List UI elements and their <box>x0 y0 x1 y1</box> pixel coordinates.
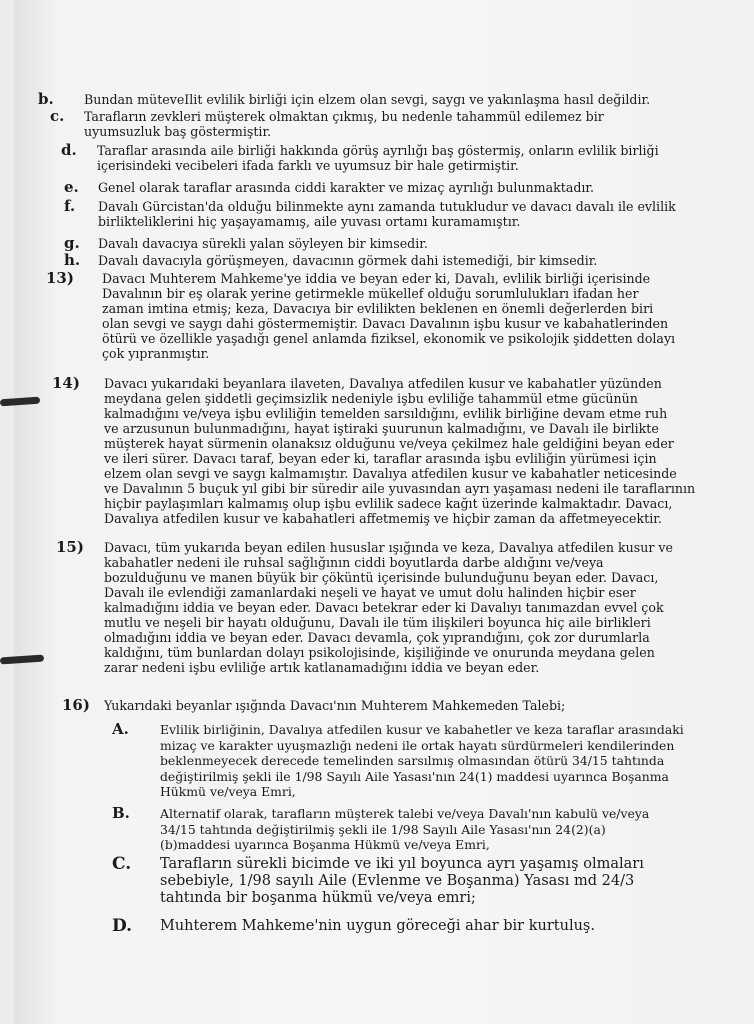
text-line: birlikteliklerini hiç yaşayamamış, aile yuvası ortamı kuramamıştır. <box>98 214 521 229</box>
text-line: elzem olan sevgi ve saygı kalmamıştır. Davalıya atfedilen kusur ve kabahatler neticesinde <box>104 466 677 481</box>
item-text <box>98 199 681 229</box>
text-line: 34/15 tahtında değiştirilmiş şekli ile 1/98 Sayılı Aile Yasası'nın 24(2)(a) <box>160 821 606 837</box>
item-label: h. <box>64 251 81 269</box>
item-text <box>98 236 658 251</box>
text-line: Genel olarak taraflar arasında ciddi karakter ve mizaç ayrılığı bulunmaktadır. <box>98 180 595 195</box>
text-line: Davalıya atfedilen kusur ve kabahatleri affetmemiş ve hiçbir zaman da affetmeyecektir. <box>104 511 662 526</box>
text-line: Davalı Gürcistan'da olduğu bilinmekte aynı zamanda tutukludur ve davacı davalı ile evlilik <box>98 199 676 214</box>
text-line: Yukarıdaki beyanlar ışığında Davacı'nın Muhterem Mahkemeden Talebi; <box>104 698 566 713</box>
paragraph-text <box>104 698 664 713</box>
text-line: Taraflar arasında aile birliği hakkında görüş ayrılığı baş göstermiş, onların evlilik birliği <box>97 143 659 158</box>
paragraph-text <box>104 376 696 526</box>
text-line: ve arzusunun bulunmadığını, hayat iştiraki şuurunun kalmadığını, ve Davalı ile birlikte <box>104 421 659 436</box>
item-label: c. <box>50 107 65 125</box>
item-text <box>97 143 682 173</box>
paragraph-text <box>104 540 684 675</box>
text-line: olmadığını iddia ve beyan eder. Davacı devamla, çok yıprandığını, çok zor durumlarla <box>104 630 650 645</box>
text-line: değiştirilmiş şekli ile 1/98 Sayılı Aile Yasası'nın 24(1) maddesi uyarınca Boşanma <box>160 768 669 784</box>
text-line: Muhterem Mahkeme'nin uygun göreceği ahar bir kurtuluş. <box>160 918 595 934</box>
paragraph-number: 14) <box>52 374 80 392</box>
text-line: zaman imtina etmiş; keza, Davacıya bir evlilikten beklenen en önemli değerlerden biri <box>102 301 654 316</box>
text-line: kabahatler nedeni ile ruhsal sağlığının ciddi boyutlarda darbe aldığını ve/veya <box>104 555 604 570</box>
text-line: kaldığını, tüm bunlardan dolayı psikolojisinde, kişiliğinde ve onurunda meydana gelen <box>104 645 655 660</box>
request-label: D. <box>112 916 133 936</box>
text-line: Davalı davacıya sürekli yalan söyleyen bir kimsedir. <box>98 236 428 251</box>
item-label: g. <box>64 234 80 252</box>
text-line: mizaç ve karakter uyuşmazlığı nedeni ile ortak hayatı sürdürmeleri kendilerinden <box>160 737 675 753</box>
paragraph-number: 15) <box>56 538 84 556</box>
item-label: e. <box>64 178 79 196</box>
text-line: Davalının bir eş olarak yerine getirmekle mükellef olduğu sorumlulukları ifadan her <box>102 286 639 301</box>
text-line: Tarafların sürekli bicimde ve iki yıl boyunca ayrı yaşamış olmaları <box>160 856 644 872</box>
paragraph-text <box>102 271 682 361</box>
text-line: (b)maddesi uyarınca Boşanma Hükmü ve/veya Emri, <box>160 837 490 852</box>
text-line: sebebiyle, 1/98 sayılı Aile (Evlenme ve Boşanma) Yasası md 24/3 <box>160 873 635 889</box>
text-line: meydana gelen şiddetli geçimsizlik nedeniyle işbu evliliğe tahammül etme gücünün <box>104 391 638 406</box>
item-text <box>98 253 658 268</box>
text-line: olan sevgi ve saygı dahi göstermemiştir. Davacı Davalının işbu kusur ve kabahatlerinden <box>102 316 669 331</box>
text-line: mutlu ve neşeli bir hayatı olduğunu, Davalı ile tüm ilişkileri boyunca hiç aile birlikleri <box>104 615 651 630</box>
text-line: Davalı davacıyla görüşmeyen, davacının görmek dahi istemediği, bir kimsedir. <box>98 253 598 268</box>
text-line: bozulduğunu ve manen büyük bir çöküntü içerisinde bulunduğunu beyan eder. Davacı, <box>104 570 659 585</box>
text-line: kalmadığını iddia ve beyan eder. Davacı betekrar eder ki Davalıyı tanımazdan evvel çok <box>104 600 664 615</box>
text-line: tahtında bir boşanma hükmü ve/veya emri; <box>160 890 476 906</box>
text-line: müşterek hayat sürmenin olanaksız olduğunu ve/veya çekilmez hale geldiğini beyan eder <box>104 436 674 451</box>
request-text <box>160 918 680 935</box>
text-line: ötürü ve özellikle yaşadığı genel anlamda fiziksel, ekonomik ve psikolojik şiddetten dolayı <box>102 331 676 346</box>
item-label: f. <box>64 197 76 215</box>
text-line: Tarafların zevkleri müşterek olmaktan çıkmış, bu nedenle tahammül edilemez bir <box>84 109 604 124</box>
text-line: Davalı ile evlendiği zamanlardaki neşeli ve hayat ve umut dolu halinden hiçbir eser <box>104 585 636 600</box>
text-line: zarar nedeni işbu evliliğe artık katlanamadığını iddia ve beyan eder. <box>104 660 540 675</box>
request-text <box>160 722 688 800</box>
text-line: hiçbir paylaşımları kalmamış olup işbu evlilik sadece kağıt üzerinde kalmaktadır. Davacı, <box>104 496 673 511</box>
item-label: d. <box>61 141 77 159</box>
text-line: beklenmeyecek derecede temelinden sarsılmış olmasından ötürü 34/15 tahtında <box>160 753 665 768</box>
text-line: Davacı yukarıdaki beyanlara ilaveten, Davalıya atfedilen kusur ve kabahatler yüzünden <box>104 376 662 391</box>
request-label: A. <box>112 720 129 738</box>
item-text <box>98 180 678 195</box>
paragraph-number: 16) <box>62 696 90 714</box>
text-line: ve ileri sürer. Davacı taraf, beyan eder ki, taraflar arasında işbu evliliğin yürümesi için <box>104 451 657 466</box>
text-line: ve Davalının 5 buçuk yıl gibi bir süredir aile yuvasından ayrı yaşaması nedeni ile taraflarının <box>104 481 696 496</box>
request-label: C. <box>112 854 132 874</box>
text-line: Alternatif olarak, tarafların müşterek talebi ve/veya Davalı'nın kabulü ve/veya <box>160 806 650 821</box>
item-text <box>84 109 679 139</box>
text-line: Davacı, tüm yukarıda beyan edilen hususlar ışığında ve keza, Davalıya atfedilen kusur ve <box>104 540 673 555</box>
paragraph-number: 13) <box>46 269 74 287</box>
text-line: kalmadığını ve/veya işbu evliliğin temelden sarsıldığını, evlilik birliğine devam etme ruh <box>104 406 668 421</box>
text-line: Hükmü ve/veya Emri, <box>160 784 296 799</box>
item-label: b. <box>38 90 54 108</box>
text-line: içerisindeki vecibeleri ifada farklı ve uyumsuz bir hale getirmiştir. <box>97 158 519 173</box>
text-line: çok yıpranmıştır. <box>102 346 210 361</box>
text-line: uyumsuzluk baş göstermiştir. <box>84 124 272 139</box>
text-line: Evlilik birliğinin, Davalıya atfedilen kusur ve kabahetler ve keza taraflar arasındaki <box>160 722 684 737</box>
request-label: B. <box>112 804 130 822</box>
text-line: Davacı Muhterem Mahkeme'ye iddia ve beyan eder ki, Davalı, evlilik birliği içerisinde <box>102 271 651 286</box>
request-text <box>160 856 680 907</box>
request-text <box>160 806 688 853</box>
text-line: Bundan müteveIlit evlilik birliği için elzem olan sevgi, saygı ve yakınlaşma hasıl değildir. <box>84 92 651 107</box>
item-text <box>84 92 676 107</box>
